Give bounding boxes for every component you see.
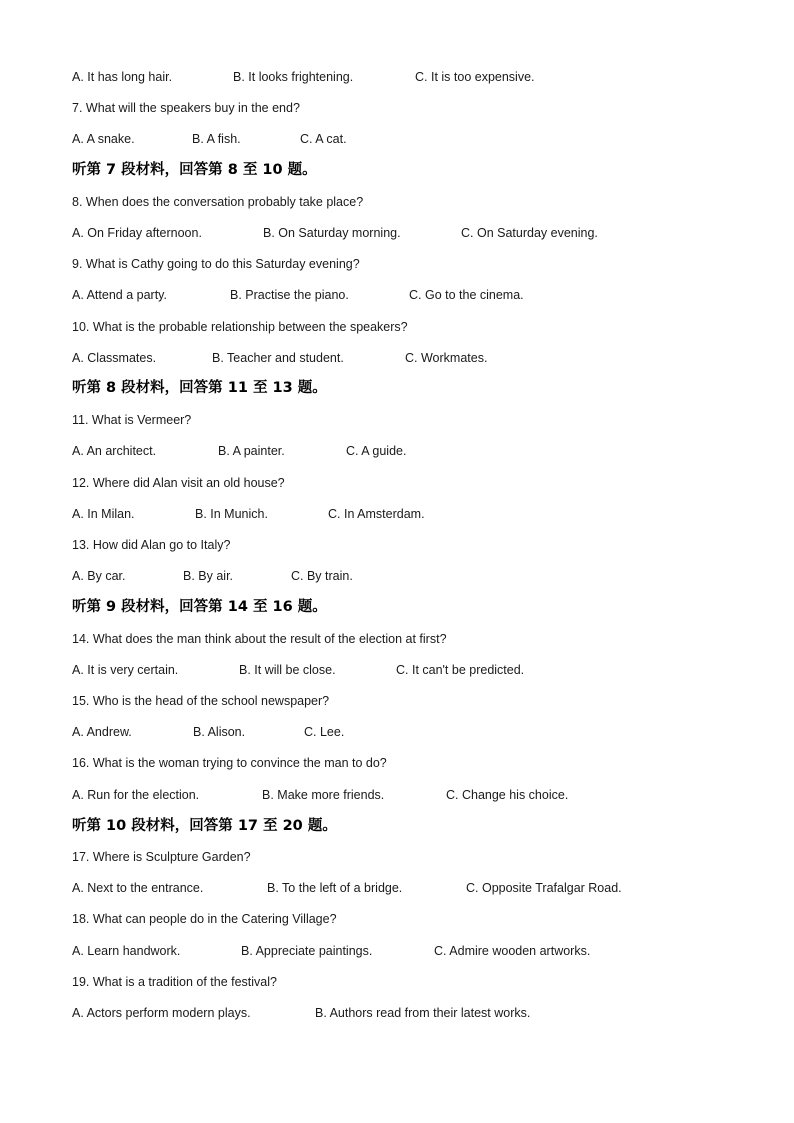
question-text: 14. What does the man think about the result of the election at first? [72, 632, 447, 646]
option-c: C. Go to the cinema. [409, 288, 524, 302]
option-b: B. Appreciate paintings. [241, 944, 373, 958]
option-c: C. By train. [291, 569, 353, 583]
option-c: C. Opposite Trafalgar Road. [466, 881, 622, 895]
question-text: 18. What can people do in the Catering Village? [72, 912, 337, 926]
option-b: B. It looks frightening. [233, 70, 354, 84]
question-text: 11. What is Vermeer? [72, 413, 192, 427]
option-a: A. Classmates. [72, 351, 157, 365]
option-a: A. Next to the entrance. [72, 881, 204, 895]
option-c: C. Workmates. [405, 351, 488, 365]
option-c: C. Change his choice. [446, 788, 569, 802]
option-b: B. In Munich. [195, 507, 268, 521]
section-heading: 听第 9 段材料，回答第 14 至 16 题。 [72, 599, 327, 615]
option-c: C. A guide. [346, 444, 407, 458]
option-c: C. In Amsterdam. [328, 507, 425, 521]
question-text: 19. What is a tradition of the festival? [72, 975, 277, 989]
question-text: 16. What is the woman trying to convince the man to do? [72, 756, 387, 770]
question-text: 12. Where did Alan visit an old house? [72, 476, 285, 490]
option-c: C. On Saturday evening. [461, 226, 598, 240]
question-text: 10. What is the probable relationship between the speakers? [72, 320, 408, 334]
option-c: C. It can't be predicted. [396, 663, 525, 677]
option-c: C. A cat. [300, 132, 347, 146]
option-b: B. A fish. [192, 132, 241, 146]
option-b: B. To the left of a bridge. [267, 881, 403, 895]
option-a: A. Actors perform modern plays. [72, 1006, 251, 1020]
option-c: C. Lee. [304, 725, 345, 739]
option-c: C. It is too expensive. [415, 70, 535, 84]
option-a: A. An architect. [72, 444, 157, 458]
question-text: 17. Where is Sculpture Garden? [72, 850, 251, 864]
option-a: A. Learn handwork. [72, 944, 181, 958]
question-text: 8. When does the conversation probably take place? [72, 195, 364, 209]
option-a: A. Run for the election. [72, 788, 200, 802]
option-b: B. Practise the piano. [230, 288, 349, 302]
option-a: A. By car. [72, 569, 126, 583]
option-a: A. Andrew. [72, 725, 132, 739]
section-heading: 听第 7 段材料，回答第 8 至 10 题。 [72, 162, 317, 178]
option-b: B. Make more friends. [262, 788, 385, 802]
option-c: C. Admire wooden artworks. [434, 944, 591, 958]
option-b: B. It will be close. [239, 663, 336, 677]
option-b: B. By air. [183, 569, 234, 583]
option-b: B. Alison. [193, 725, 246, 739]
section-heading: 听第 10 段材料，回答第 17 至 20 题。 [72, 818, 337, 834]
question-text: 9. What is Cathy going to do this Saturday evening? [72, 257, 360, 271]
option-a: A. It has long hair. [72, 70, 173, 84]
option-b: B. Authors read from their latest works. [315, 1006, 531, 1020]
option-a: A. It is very certain. [72, 663, 179, 677]
section-heading: 听第 8 段材料，回答第 11 至 13 题。 [72, 380, 327, 396]
option-a: A. A snake. [72, 132, 135, 146]
option-b: B. A painter. [218, 444, 285, 458]
option-a: A. On Friday afternoon. [72, 226, 202, 240]
option-a: A. Attend a party. [72, 288, 167, 302]
option-b: B. On Saturday morning. [263, 226, 401, 240]
option-b: B. Teacher and student. [212, 351, 344, 365]
option-a: A. In Milan. [72, 507, 135, 521]
question-text: 13. How did Alan go to Italy? [72, 538, 231, 552]
question-text: 15. Who is the head of the school newspaper? [72, 694, 330, 708]
question-text: 7. What will the speakers buy in the end? [72, 101, 300, 115]
